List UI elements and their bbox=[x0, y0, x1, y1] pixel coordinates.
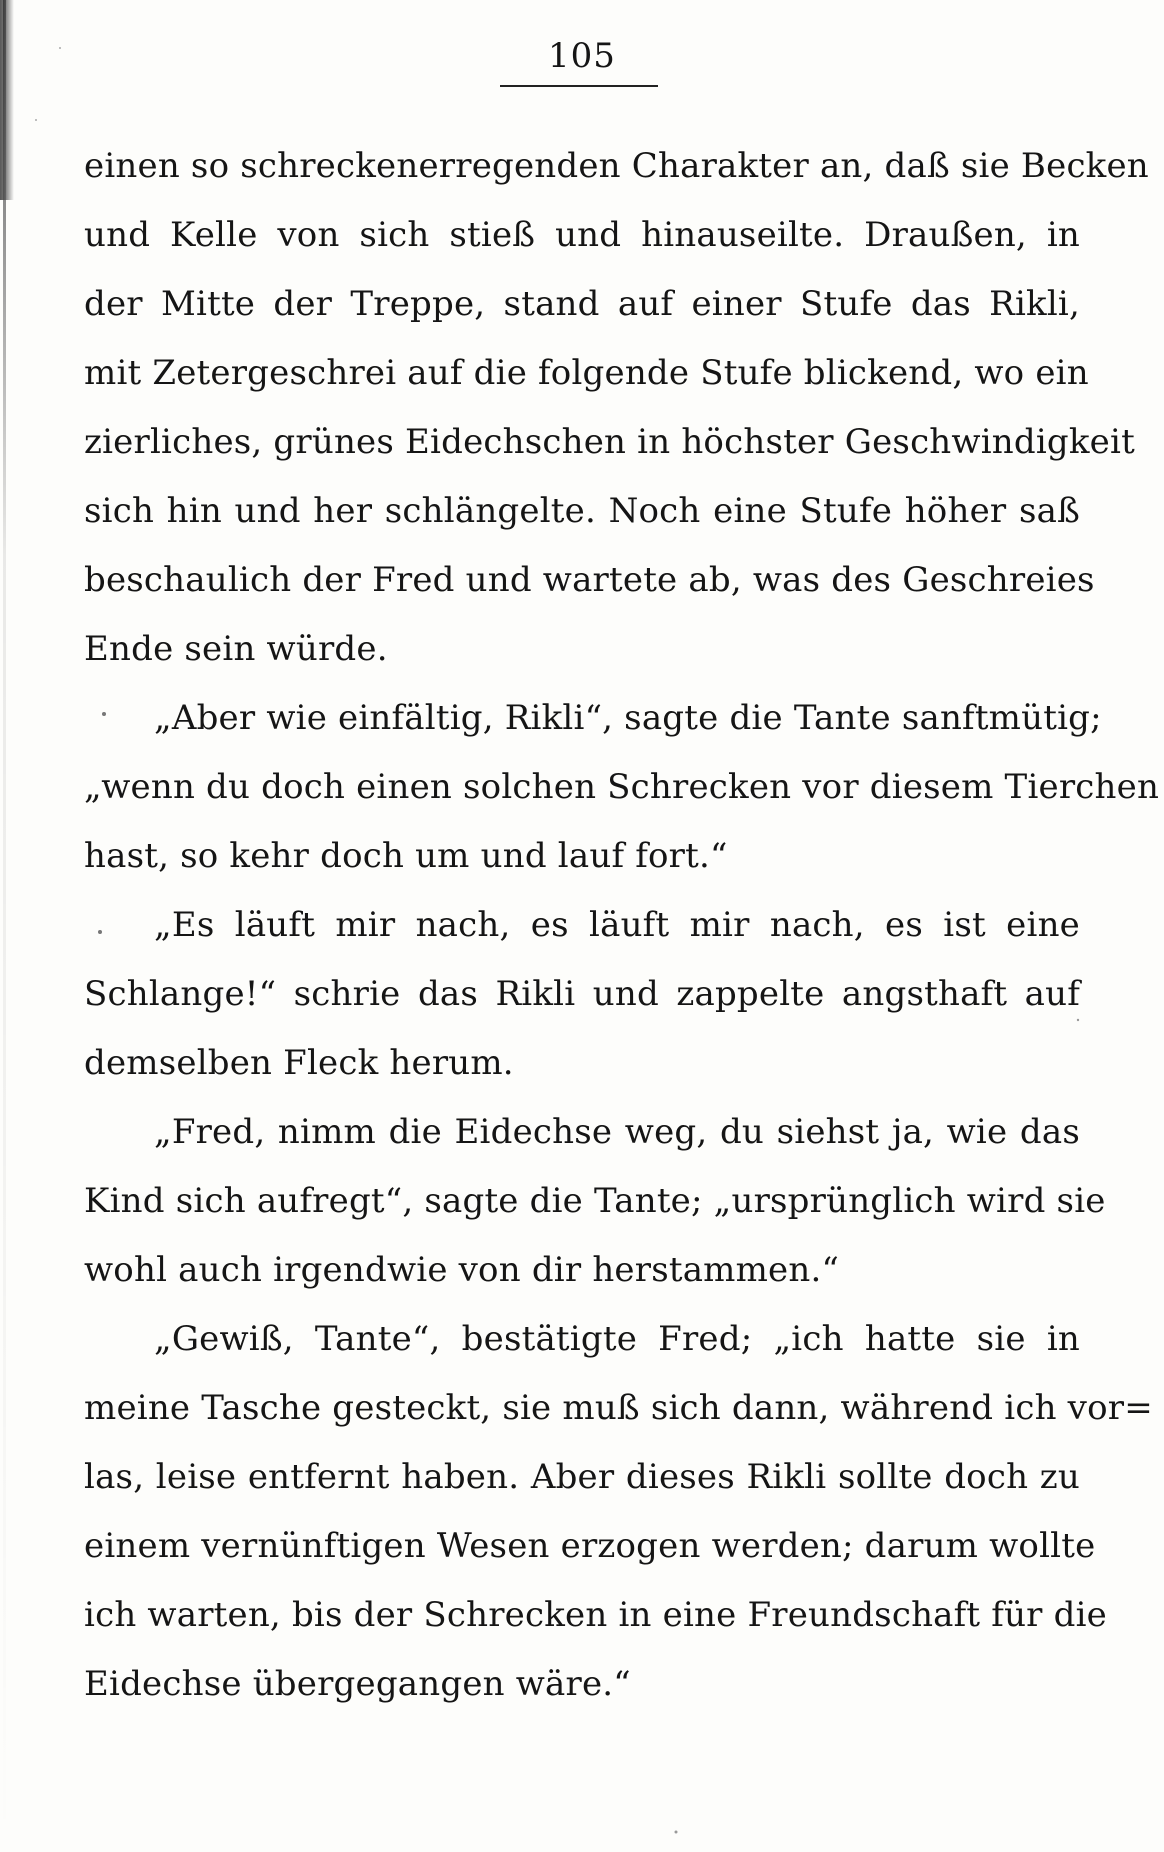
text-line: „wenn du doch einen solchen Schrecken vor diesem Tierchen bbox=[84, 767, 1160, 807]
text-line: hast, so kehr doch um und lauf fort.“ bbox=[84, 836, 728, 876]
text-line: der Mitte der Treppe, stand auf einer Stufe das Rikli, bbox=[84, 284, 1080, 324]
text-line: „Gewiß, Tante“, bestätigte Fred; „ich hatte sie in bbox=[154, 1319, 1080, 1359]
text-line: las, leise entfernt haben. Aber dieses Rikli sollte doch zu bbox=[84, 1457, 1080, 1497]
binding-edge bbox=[3, 0, 6, 1852]
text-line: einem vernünftigen Wesen erzogen werden; darum wollte bbox=[84, 1526, 1096, 1566]
page-number: 105 bbox=[548, 36, 616, 76]
text-line: meine Tasche gesteckt, sie muß sich dann, während ich vor= bbox=[84, 1388, 1153, 1428]
text-line: ich warten, bis der Schrecken in eine Freundschaft für die bbox=[84, 1595, 1108, 1635]
text-line: „Fred, nimm die Eidechse weg, du siehst ja, wie das bbox=[154, 1112, 1080, 1152]
text-line: „Aber wie einfältig, Rikli“, sagte die Tante sanftmütig; bbox=[154, 698, 1102, 738]
text-line: mit Zetergeschrei auf die folgende Stufe blickend, wo ein bbox=[84, 353, 1089, 393]
text-line: demselben Fleck herum. bbox=[84, 1043, 514, 1083]
text-line: und Kelle von sich stieß und hinauseilte. Draußen, in bbox=[84, 215, 1080, 255]
text-line: Kind sich aufregt“, sagte die Tante; „ursprünglich wird sie bbox=[84, 1181, 1106, 1221]
body-text bbox=[84, 132, 1160, 1719]
text-line: wohl auch irgendwie von dir herstammen.“ bbox=[84, 1250, 840, 1290]
header-rule bbox=[500, 85, 658, 87]
binding-shadow bbox=[0, 0, 14, 200]
text-line: einen so schreckenerregenden Charakter an, daß sie Becken bbox=[84, 146, 1149, 186]
text-line: Schlange!“ schrie das Rikli und zappelte angsthaft auf bbox=[84, 974, 1080, 1014]
text-line: beschaulich der Fred und wartete ab, was des Geschreies bbox=[84, 560, 1095, 600]
text-line: „Es läuft mir nach, es läuft mir nach, es ist eine bbox=[154, 905, 1080, 945]
text-line: sich hin und her schlängelte. Noch eine Stufe höher saß bbox=[84, 491, 1080, 531]
text-line: Eidechse übergegangen wäre.“ bbox=[84, 1664, 631, 1704]
text-line: zierliches, grünes Eidechschen in höchster Geschwindigkeit bbox=[84, 422, 1135, 462]
text-line: Ende sein würde. bbox=[84, 629, 388, 669]
